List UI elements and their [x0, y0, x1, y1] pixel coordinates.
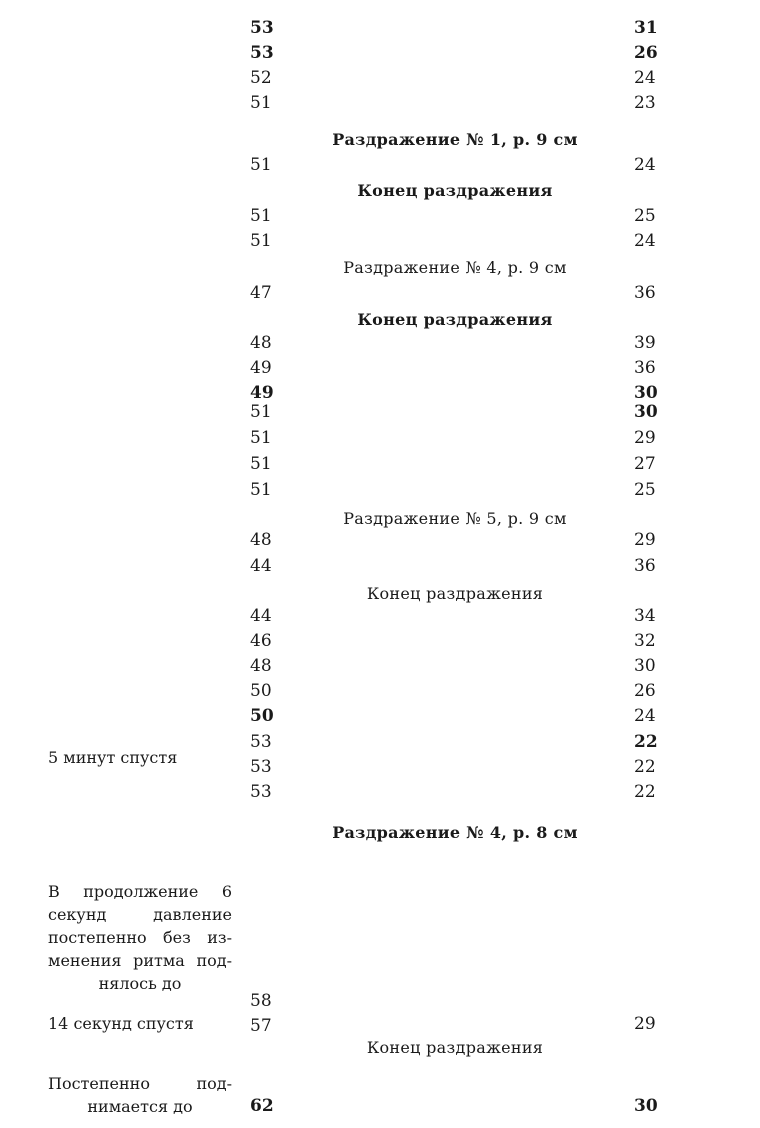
value-right: 29	[634, 1014, 656, 1034]
value-right: 25	[634, 206, 656, 226]
value-left: 48	[250, 333, 272, 353]
value-right: 24	[634, 68, 656, 88]
value-right: 32	[634, 631, 656, 651]
value-left: 44	[250, 556, 272, 576]
side-paragraph	[48, 1072, 232, 1118]
value-left: 49	[250, 383, 274, 403]
value-left: 49	[250, 358, 272, 378]
value-right: 39	[634, 333, 656, 353]
value-right: 30	[634, 383, 658, 403]
value-left: 51	[250, 231, 272, 251]
paragraph-line: нялось до	[98, 974, 182, 993]
value-left: 62	[250, 1096, 274, 1116]
value-right: 24	[634, 706, 656, 726]
paragraph-line: В продолжение 6	[48, 882, 232, 901]
value-left: 53	[250, 782, 272, 802]
section-heading: Конец раздражения	[366, 1038, 544, 1057]
value-right: 30	[634, 656, 656, 676]
section-heading: Конец раздражения	[357, 181, 553, 200]
paragraph-line: Постепенно под-	[48, 1074, 232, 1093]
paragraph-line: секунд давление	[48, 905, 232, 924]
value-left: 53	[250, 732, 272, 752]
value-left: 51	[250, 155, 272, 175]
value-left: 50	[250, 706, 274, 726]
paragraph-line: постепенно без из-	[48, 928, 232, 947]
value-left: 44	[250, 606, 272, 626]
value-right: 27	[634, 454, 656, 474]
value-right: 25	[634, 480, 656, 500]
paragraph-line: менения ритма под-	[48, 951, 232, 970]
section-heading: Раздражение № 4, р. 8 см	[332, 823, 578, 842]
value-right: 30	[634, 1096, 658, 1116]
paragraph-line: нимается до	[87, 1097, 193, 1116]
value-right: 29	[634, 530, 656, 550]
value-right: 23	[634, 93, 656, 113]
value-left: 51	[250, 402, 272, 422]
section-heading: Раздражение № 1, р. 9 см	[332, 130, 578, 149]
value-right: 36	[634, 358, 656, 378]
value-right: 30	[634, 402, 658, 422]
value-right: 26	[634, 43, 658, 63]
value-left: 48	[250, 656, 272, 676]
value-left: 53	[250, 18, 274, 38]
section-heading: Раздражение № 4, р. 9 см	[343, 258, 567, 277]
value-left: 52	[250, 68, 272, 88]
section-heading: Конец раздражения	[357, 310, 553, 329]
value-right: 26	[634, 681, 656, 701]
side-paragraph	[48, 880, 232, 995]
value-right: 31	[634, 18, 658, 38]
value-left: 51	[250, 454, 272, 474]
value-left: 53	[250, 757, 272, 777]
value-left: 47	[250, 283, 272, 303]
value-right: 36	[634, 556, 656, 576]
value-left: 58	[250, 991, 272, 1011]
value-right: 24	[634, 155, 656, 175]
value-right: 24	[634, 231, 656, 251]
value-right: 22	[634, 732, 658, 752]
value-right: 36	[634, 283, 656, 303]
value-right: 22	[634, 757, 656, 777]
side-note: 14 секунд спустя	[48, 1014, 194, 1033]
value-left: 51	[250, 480, 272, 500]
value-right: 34	[634, 606, 656, 626]
value-left: 57	[250, 1016, 272, 1036]
side-note: 5 минут спустя	[48, 748, 178, 767]
section-heading: Конец раздражения	[366, 584, 544, 603]
value-left: 51	[250, 93, 272, 113]
value-left: 51	[250, 206, 272, 226]
value-left: 50	[250, 681, 272, 701]
value-left: 46	[250, 631, 272, 651]
value-left: 53	[250, 43, 274, 63]
value-left: 48	[250, 530, 272, 550]
section-heading: Раздражение № 5, р. 9 см	[343, 509, 567, 528]
value-right: 29	[634, 428, 656, 448]
value-left: 51	[250, 428, 272, 448]
value-right: 22	[634, 782, 656, 802]
